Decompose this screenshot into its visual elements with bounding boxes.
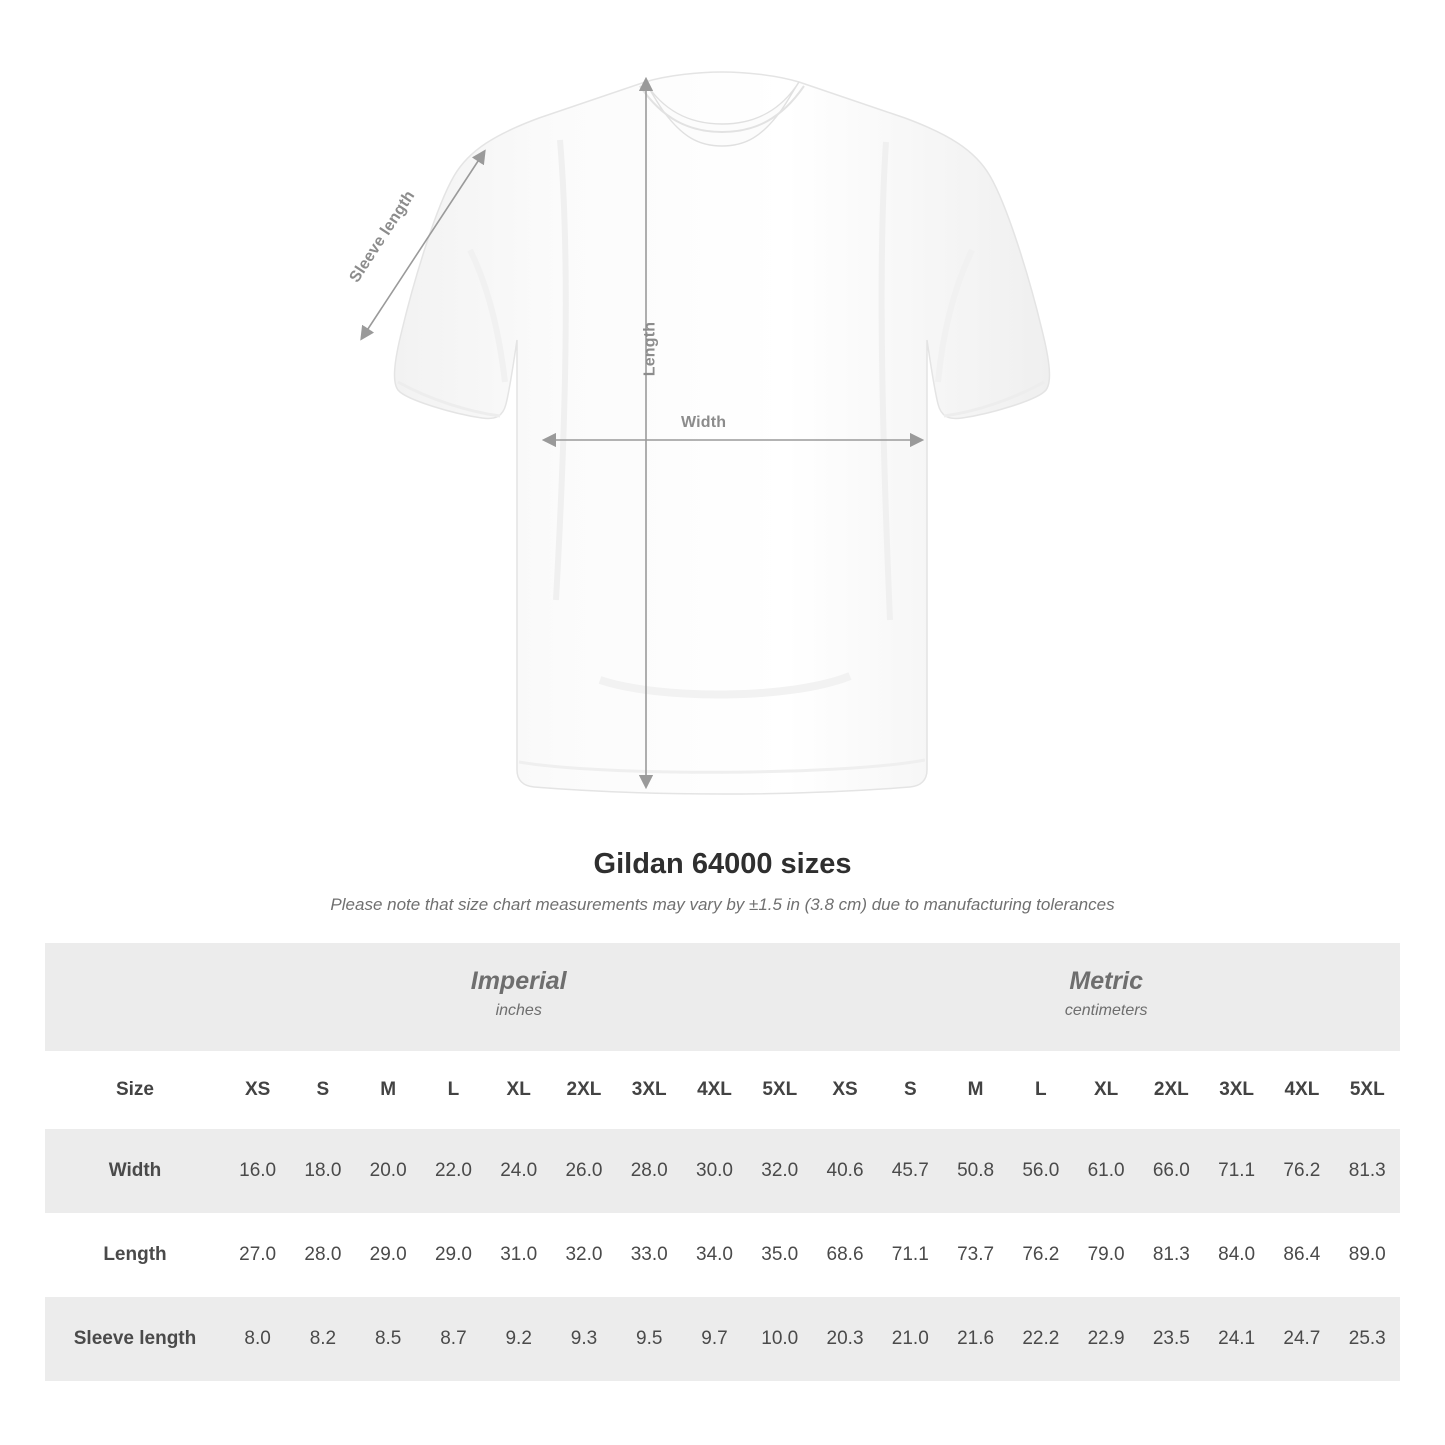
size-header-row: [45, 1051, 1400, 1129]
cell-length-2: 29.0: [356, 1213, 421, 1297]
cell-sleeve-16: 24.7: [1269, 1297, 1334, 1381]
cell-sleeve-14: 23.5: [1139, 1297, 1204, 1381]
cell-sleeve-2: 8.5: [356, 1297, 421, 1381]
cell-width-9: 40.6: [812, 1129, 877, 1213]
width-label: Width: [681, 414, 727, 431]
cell-sleeve-8: 10.0: [747, 1297, 812, 1381]
cell-length-17: 89.0: [1335, 1213, 1400, 1297]
cell-length-5: 32.0: [551, 1213, 616, 1297]
cell-length-10: 71.1: [878, 1213, 943, 1297]
cell-width-1: 18.0: [290, 1129, 355, 1213]
cell-sleeve-5: 9.3: [551, 1297, 616, 1381]
cell-length-7: 34.0: [682, 1213, 747, 1297]
table-row: [45, 1213, 1400, 1297]
cell-length-12: 76.2: [1008, 1213, 1073, 1297]
unit-sub-imperial: inches: [495, 1002, 542, 1020]
cell-width-11: 50.8: [943, 1129, 1008, 1213]
size-col-6: 3XL: [617, 1051, 682, 1129]
cell-width-6: 28.0: [617, 1129, 682, 1213]
size-col-15: 3XL: [1204, 1051, 1269, 1129]
size-col-5: 2XL: [551, 1051, 616, 1129]
unit-name-imperial: Imperial: [470, 967, 567, 996]
size-col-11: M: [943, 1051, 1008, 1129]
cell-width-7: 30.0: [682, 1129, 747, 1213]
tolerance-note: Please note that size chart measurements may vary by ±1.5 in (3.8 cm) due to manufacturing tolerances: [330, 895, 1115, 914]
row-header-length: Length: [45, 1213, 225, 1297]
size-col-10: S: [878, 1051, 943, 1129]
cell-width-5: 26.0: [551, 1129, 616, 1213]
unit-header-metric: [812, 943, 1400, 1051]
cell-sleeve-10: 21.0: [878, 1297, 943, 1381]
cell-length-4: 31.0: [486, 1213, 551, 1297]
size-col-9: XS: [812, 1051, 877, 1129]
size-col-1: S: [290, 1051, 355, 1129]
cell-width-16: 76.2: [1269, 1129, 1334, 1213]
cell-sleeve-15: 24.1: [1204, 1297, 1269, 1381]
unit-sub-metric: centimeters: [1064, 1002, 1148, 1020]
cell-sleeve-13: 22.9: [1073, 1297, 1138, 1381]
cell-sleeve-6: 9.5: [617, 1297, 682, 1381]
cell-length-8: 35.0: [747, 1213, 812, 1297]
row-header-width: Width: [45, 1129, 225, 1213]
size-chart-container: [45, 943, 1400, 1381]
cell-width-15: 71.1: [1204, 1129, 1269, 1213]
cell-width-10: 45.7: [878, 1129, 943, 1213]
title-block: [0, 848, 1445, 915]
cell-sleeve-11: 21.6: [943, 1297, 1008, 1381]
cell-sleeve-12: 22.2: [1008, 1297, 1073, 1381]
size-col-0: XS: [225, 1051, 290, 1129]
size-col-8: 5XL: [747, 1051, 812, 1129]
page-title: Gildan 64000 sizes: [593, 848, 852, 880]
cell-length-11: 73.7: [943, 1213, 1008, 1297]
unit-header-spacer: [45, 943, 225, 1051]
cell-sleeve-3: 8.7: [421, 1297, 486, 1381]
cell-length-16: 86.4: [1269, 1213, 1334, 1297]
cell-length-9: 68.6: [812, 1213, 877, 1297]
cell-sleeve-7: 9.7: [682, 1297, 747, 1381]
cell-sleeve-9: 20.3: [812, 1297, 877, 1381]
sleeve-length-label: Sleeve length: [346, 187, 419, 286]
cell-length-3: 29.0: [421, 1213, 486, 1297]
cell-width-14: 66.0: [1139, 1129, 1204, 1213]
size-col-17: 5XL: [1335, 1051, 1400, 1129]
size-chart-table: [45, 943, 1400, 1381]
size-col-12: L: [1008, 1051, 1073, 1129]
unit-name-metric: Metric: [1069, 967, 1144, 996]
cell-width-8: 32.0: [747, 1129, 812, 1213]
cell-width-13: 61.0: [1073, 1129, 1138, 1213]
cell-length-1: 28.0: [290, 1213, 355, 1297]
size-col-4: XL: [486, 1051, 551, 1129]
size-col-7: 4XL: [682, 1051, 747, 1129]
table-row: [45, 1129, 1400, 1213]
unit-header-imperial: [225, 943, 812, 1051]
cell-sleeve-0: 8.0: [225, 1297, 290, 1381]
size-col-16: 4XL: [1269, 1051, 1334, 1129]
cell-sleeve-4: 9.2: [486, 1297, 551, 1381]
cell-length-15: 84.0: [1204, 1213, 1269, 1297]
cell-width-17: 81.3: [1335, 1129, 1400, 1213]
cell-length-13: 79.0: [1073, 1213, 1138, 1297]
unit-header-row: [45, 943, 1400, 1051]
size-col-2: M: [356, 1051, 421, 1129]
size-col-14: 2XL: [1139, 1051, 1204, 1129]
cell-length-14: 81.3: [1139, 1213, 1204, 1297]
size-col-3: L: [421, 1051, 486, 1129]
size-col-13: XL: [1073, 1051, 1138, 1129]
shirt-shape: [395, 72, 1050, 794]
row-header-sleeve-length: Sleeve length: [45, 1297, 225, 1381]
cell-length-6: 33.0: [617, 1213, 682, 1297]
cell-length-0: 27.0: [225, 1213, 290, 1297]
cell-sleeve-1: 8.2: [290, 1297, 355, 1381]
row-header-size: Size: [45, 1051, 225, 1129]
cell-width-12: 56.0: [1008, 1129, 1073, 1213]
cell-width-4: 24.0: [486, 1129, 551, 1213]
cell-width-3: 22.0: [421, 1129, 486, 1213]
cell-width-0: 16.0: [225, 1129, 290, 1213]
table-row: [45, 1297, 1400, 1381]
length-label: Length: [641, 321, 659, 377]
cell-sleeve-17: 25.3: [1335, 1297, 1400, 1381]
cell-width-2: 20.0: [356, 1129, 421, 1213]
